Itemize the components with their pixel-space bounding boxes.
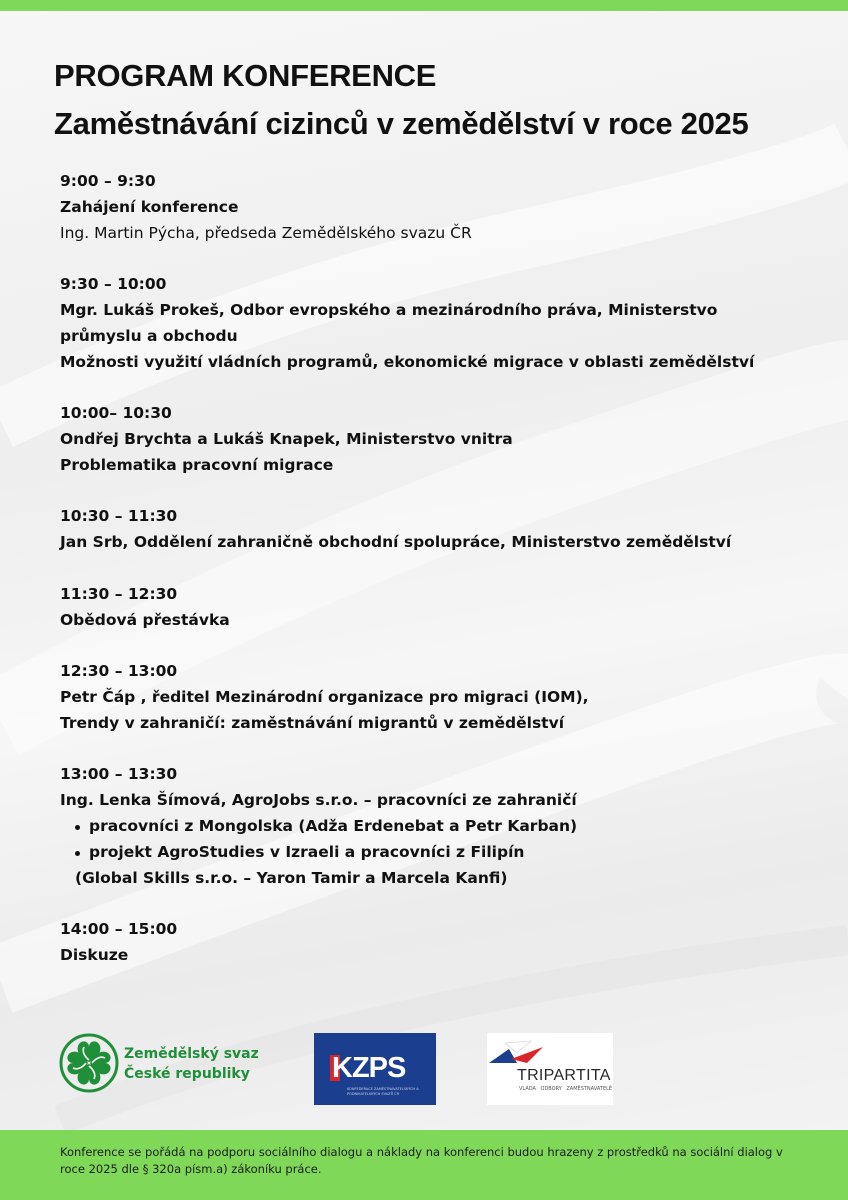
tripartita-logo-text: TRIPARTITA (517, 1067, 611, 1084)
program-time: 10:00– 10:30 (60, 404, 172, 423)
program-line: Možnosti využití vládních programů, ekonomické migrace v oblasti zemědělství (60, 352, 755, 371)
program-bullet: projekt AgroStudies v Izraeli a pracovníci z Filipín (72, 840, 820, 866)
program-line: Problematika pracovní migrace (60, 455, 334, 474)
program-item (60, 272, 820, 375)
zemedelsky-svaz-logo (58, 1032, 273, 1096)
program-time: 12:30 – 13:00 (60, 662, 178, 681)
footer-text: Konference se pořádá na podporu sociálního dialogu a náklady na konferenci budou hrazeny z prostředků na sociální dialog v roce 2025 dle § 320a písm.a) zákoníku práce. (60, 1145, 783, 1176)
program-line: Mgr. Lukáš Prokeš, Odbor evropského a mezinárodního práva, Ministerstvo (60, 300, 718, 319)
zs-logo-line-1: Zemědělský svaz (124, 1046, 259, 1062)
program-line: Diskuze (60, 945, 129, 964)
program-line: Trendy v zahraničí: zaměstnávání migrantů v zemědělství (60, 713, 565, 732)
footer-bar (0, 1130, 848, 1200)
program-line: Ondřej Brychta a Lukáš Knapek, Ministerstvo vnitra (60, 429, 513, 448)
program-bullet: pracovníci z Mongolska (Adža Erdenebat a Petr Karban) (72, 814, 820, 840)
program-line: Jan Srb, Oddělení zahraničně obchodní spolupráce, Ministerstvo zemědělství (60, 533, 732, 552)
program-speaker: Ing. Martin Pýcha, předseda Zemědělského svazu ČR (60, 223, 472, 242)
title-line-1: PROGRAM KONFERENCE (54, 58, 437, 93)
program-time: 14:00 – 15:00 (60, 920, 178, 939)
program-time: 11:30 – 12:30 (60, 584, 178, 603)
kzps-logo-text: KZPS (332, 1052, 406, 1084)
program-item (60, 762, 820, 891)
program-item (60, 401, 820, 478)
title-line-2: Zaměstnávání cizinců v zemědělství v roce 2025 (54, 106, 749, 141)
program-line: Ing. Lenka Šímová, AgroJobs s.r.o. – pracovníci ze zahraničí (60, 791, 577, 810)
tripartita-logo (487, 1033, 613, 1105)
program-schedule (60, 169, 820, 995)
program-title: Zahájení konference (60, 197, 239, 216)
kzps-logo (314, 1033, 436, 1105)
program-time: 9:00 – 9:30 (60, 172, 156, 190)
tripartita-logo-subtext: VLÁDA ODBORY ZAMĚSTNAVATELÉ (519, 1086, 613, 1092)
program-time: 10:30 – 11:30 (60, 507, 178, 526)
program-item (60, 504, 820, 556)
program-line: průmyslu a obchodu (60, 326, 238, 345)
program-line: Petr Čáp , ředitel Mezinárodní organizace pro migraci (IOM), (60, 687, 589, 706)
program-item (60, 169, 820, 246)
program-item (60, 917, 820, 969)
top-accent-bar (0, 0, 848, 11)
program-item (60, 659, 820, 736)
page-title (54, 52, 834, 148)
program-line: Obědová přestávka (60, 610, 230, 629)
clover-icon (58, 1032, 120, 1094)
program-line: (Global Skills s.r.o. – Yaron Tamir a Marcela Kanfi) (75, 868, 508, 887)
kzps-logo-subtext: KONFEDERACE ZAMĚSTNAVATELSKÝCH A PODNIKATELSKÝCH SVAZŮ ČR (347, 1087, 419, 1096)
program-time: 9:30 – 10:00 (60, 275, 167, 294)
zs-logo-line-2: České republiky (124, 1066, 250, 1082)
zs-logo-text (124, 1044, 259, 1084)
program-time: 13:00 – 13:30 (60, 765, 178, 784)
program-bullet-list (60, 814, 820, 866)
program-item (60, 582, 820, 634)
